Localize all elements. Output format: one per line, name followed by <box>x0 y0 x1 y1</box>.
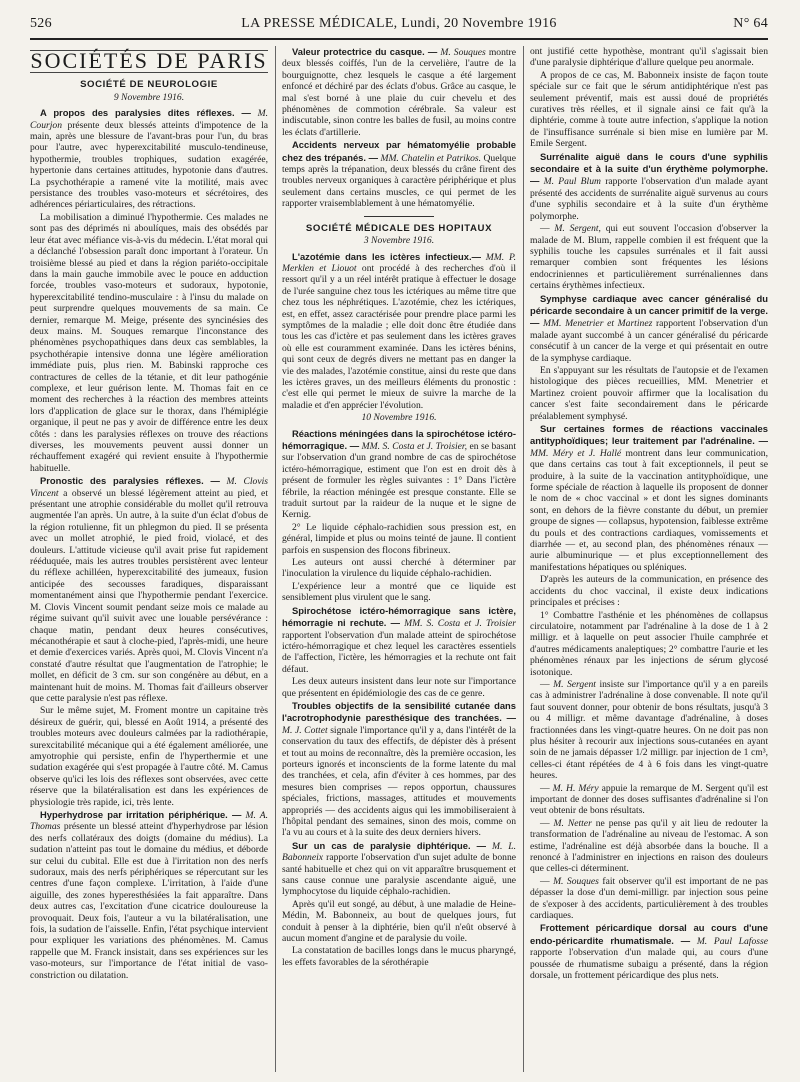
article-author: MM. Méry et J. Hallé <box>530 447 622 459</box>
dash: — <box>540 223 555 235</box>
article-author: M. Netter <box>553 817 592 829</box>
paragraph: Sur le même sujet, M. Froment montre un capitaine très désireux de guérir, qui, blessé en Août 1914, a présenté des troubles moteurs avec douleurs calmées par la radiothérapie, surexcitabilité mécanique qui a été également améliorée, une amyotrophie qui persiste, enfin de l'hyperthermie et une sudation exagérée qui s'est propagée à l'autre côté. M. Camus observe qu'ici les lois des réflexes sont observées, avec cette réserve que la bilatéralisation est dans les expériences de physiologie très rapide, ici, très lente. <box>30 705 268 808</box>
article-title: Valeur protectrice du casque. — <box>292 46 438 57</box>
article-title: Sur un cas de paralysie diphtérique. — <box>292 839 487 851</box>
article-title: Accidents nerveux par hématomyélie probable chez des trépanés. — <box>282 139 516 163</box>
article <box>30 809 268 981</box>
page-header <box>30 16 768 36</box>
article-author: M. Souques <box>440 47 486 58</box>
article-text: montre deux blessés coiffés, l'un de la cervelière, l'autre de la bourguignotte, chez lesquels le casque a été largement enfoncé et déchiré par des éclats d'obus. Grâce au casque, le mal s'est borné à une plaie du cuir chevelu et des phénomènes de commotion cérébrale. Sa valeur est indiscutable, sinon contre les balles de fusil, au moins contre les éclats d'artillerie. <box>282 47 516 138</box>
article-author: MM. Chatelin et Patrikos. <box>380 152 482 164</box>
society-heading: SOCIÉTÉ MÉDICALE DES HOPITAUX <box>305 222 493 234</box>
paragraph: A propos de ce cas, M. Babonneix insiste de façon toute spéciale sur ce fait que le sérum antidiphtérique n'est pas seulement préventif, mais est aussi doué de propriétés curatives très réelles, et il signale ainsi ce fait qu'à la diphtérie, comme à toute autre infection, s'applique la notion de l'insuffisance surrénale si bien mise en lumière par M. Emile Sergent. <box>530 69 768 150</box>
column-1 <box>30 46 268 1072</box>
article-author: M. Courjon <box>30 108 268 131</box>
article-text: rapportent l'observation d'un malade ayant succombé à un cancer généralisé du péricarde consécutif à un cancer de la verge et qui présentait en outre de la symphyse cardiaque. <box>530 318 768 364</box>
paragraph: Les auteurs ont aussi cherché à déterminer par l'inoculation la virulence du liquide céphalo-rachidien. <box>282 557 516 580</box>
article-text: fait observer qu'il est important de ne pas dépasser la dose d'un demi-milligr. par injection sous peine de s'exposer à des accidents, particulièrement à des troubles cardiaques. <box>530 875 768 922</box>
paragraph: Après qu'il eut songé, au début, à une maladie de Heine-Médin, M. Babonneix, au bout de quelques jours, fut conduit à penser à la diphtérie, bien qu'il n'eût observé à aucun moment d'angine et de paralysie du voile. <box>282 898 516 945</box>
article-title: Frottement péricardique dorsal au cours d'une endo-péricardite rhumatismale. — <box>530 922 768 946</box>
article-title: Symphyse cardiaque avec cancer généralisé du péricarde secondaire à un cancer primitif de la verge. — <box>530 292 768 329</box>
article-text: insiste sur l'importance qu'il y a en pareils cas à administrer l'adrénaline à dose convenable. Il note qu'il faut souvent donner, pour obtenir de bons résultats, jusqu'à 3 ou 4 milligr. et même davantage d'adrénaline, à doses fractionnées dans les vingt-quatre heures. On ne doit pas non plus hésiter à recourir aux injections sous-cutanées en ayant soin de ne jamais dépasser 1/2 milligr. par injection de 1 cm³, celles-ci étant répétées de 4 à 6 fois dans les vingt-quatre heures. <box>530 678 768 782</box>
article-text: présente deux blessés atteints d'impotence de la main, après une blessure de l'avant-bras pour l'un, du bras pour l'autre, avec hyperexcitabilité musculo-tendineuse, hypothermie, troubles trophiques, sudation exagérée, hypertonie dans certaines attitudes, hypotonie dans d'autres. La psychothérapie a ramené vite la motilité, mais avec persistance des troubles vaso-moteurs et sécrétoires, des adhérences périarticulaires, des rétractions. <box>30 119 268 211</box>
session-date: 9 Novembre 1916. <box>113 91 185 103</box>
article-author: MM. P. Merklen et Liouot <box>282 251 516 274</box>
article <box>282 46 516 138</box>
journal-title: LA PRESSE MÉDICALE, Lundi, 20 Novembre 1916 <box>241 16 557 31</box>
article-author: M. Clovis Vincent <box>30 476 268 499</box>
article-author: M. H. Méry <box>552 782 599 794</box>
article <box>282 700 516 839</box>
article-text: ne pense pas qu'il y ait lieu de redouter la transformation de l'adrénaline au niveau de l'estomac. A son estime, l'adrénaline est déjà absorbée dans la bouche. Il a renoncé à l'administrer en injections en raison des douleurs que celles-ci déterminent. <box>530 817 768 875</box>
article-author: M. L. Babonneix <box>282 840 516 864</box>
article <box>282 605 516 675</box>
article-text: ont procédé à des recherches d'où il ressort qu'il y a un réel intérêt pratique à effectuer le dosage de l'urée sanguine chez tous les ictériques au même titre que chez tous les néphrétiques. L'azotémie, chez les ictériques, est, en effet, assez caractérisée pour prendre place parmi les symptômes de la maladie ; elle doit donc être étudiée dans tous les cas d'ictère et pas seulement dans les ictères graves où elle est couramment examinée. Dans les ictères bénins, qui sont ceux de degrés divers ne mettant pas en danger la vie des malades, l'azotémie constitue, ainsi du reste que dans les ictères graves, un des meilleurs éléments du pronostic : c'est elle qui permet le mieux de suivre la marche de la maladie et d'en apprécier l'évolution. <box>282 262 516 411</box>
article-author: MM. S. Costa et J. Troisier <box>404 618 516 630</box>
paragraph: La constatation de bacilles longs dans le mucus pharyngé, les effets favorables de la sérothérapie <box>282 945 516 968</box>
article <box>282 251 516 412</box>
column-3 <box>530 46 768 1072</box>
paragraph: ont justifié cette hypothèse, montrant qu'il s'agissait bien d'une paralysie diphtérique d'allure quelque peu anormale. <box>530 46 768 69</box>
article-title: Troubles objectifs de la sensibilité cutanée dans l'acrotrophodynie paresthésique des tranchées. — <box>282 699 516 724</box>
article-text: qui eut souvent l'occasion d'observer la malade de M. Blum, rappelle combien il est fréquent que la syphilis touche les capsules surrénales et il fait aussi remarquer combien sont fréquentes les lésions endocriniennes et particulièrement surrénaliennes dans certains érythèmes infectieux. <box>530 223 768 292</box>
paragraph: — M. Netter ne pense pas qu'il y ait lieu de redouter la transformation de l'adrénaline au niveau de l'estomac. A son estime, l'adrénaline est déjà absorbée dans la bouche. Il a renoncé à l'administrer en injections en raison des douleurs que celles-ci déterminent. <box>530 817 768 875</box>
paragraph: — M. H. Méry appuie la remarque de M. Sergent qu'il est important de donner des doses suffisantes d'adrénaline si l'on veut obtenir de bons résultats. <box>530 782 768 817</box>
paragraph <box>530 223 768 291</box>
article-author: M. Sergent <box>553 678 596 690</box>
article-text: rapporte l'observation d'un malade ayant présenté des accidents de surrénalite aiguë survenus au cours d'une syphilis secondaire et à la suite d'un érythème polymorphe. <box>530 176 768 222</box>
article <box>530 922 768 981</box>
article <box>530 423 768 573</box>
article-text: appuie la remarque de M. Sergent qu'il est important de donner des doses suffisantes d'adrénaline si l'on veut obtenir de bons résultats. <box>530 782 768 817</box>
paragraph: — M. Souques fait observer qu'il est important de ne pas dépasser la dose d'un demi-milligr. par injection sous peine de s'exposer à des accidents, particulièrement à des troubles cardiaques. <box>530 875 768 922</box>
paragraph: L'expérience leur a montré que ce liquide est sensiblement plus virulent que le sang. <box>282 580 516 604</box>
article <box>282 139 516 209</box>
article-author: M. A. Thomas <box>30 810 268 833</box>
article-title: L'azotémie dans les ictères infectieux.— <box>292 250 481 262</box>
article-text: montrent dans leur communication, que dans certains cas tout à fait exceptionnels, il peut se produire, à la suite de la vaccination antityphoïdique, une forme spéciale de réaction à laquelle ils proposent de donner le nom de « choc vaccinal » et dont les signes dominants sont, en dehors de la fièvre constante du début, un premier groupe de signes — collapsus, hypotension, faiblesse extrême du pouls et des contractions cardiaques, vomissements et diarrhée — et, au second plan, des phénomènes rénaux — aurie albuminurique — et plus exceptionnellement des manifestations hépatiques ou spléniques. <box>530 447 768 573</box>
page-number: 526 <box>30 16 52 31</box>
article-title: Pronostic des paralysies réflexes. — <box>40 475 220 487</box>
article-text: signale l'importance qu'il y a, dans l'intérêt de la conservation du taux des effectifs, de dépister dès à présent et tout au moins de reconnaître, dès la première occasion, les porteurs ignorés et inconscients de la forme latente du mal des tranchées, et cela, afin d'éviter à ces hommes, par des mesures bien comprises — repos opportun, chaussures spéciales, frictions, massages, attitudes et mouvements appropriés — des accidents aigus qui les immobiliseraient à l'hôpital pendant des semaines, sinon des mois, comme on l'a vu au cours et à la suite des deux derniers hivers. <box>282 724 516 839</box>
header-rule <box>30 38 768 40</box>
paragraph: D'après les auteurs de la communication, en présence des accidents du choc vaccinal, il existe deux indications principales et précises : <box>530 574 768 609</box>
article-author: M. Paul Lafosse <box>696 935 768 947</box>
article-author: MM. S. Costa et J. Troisier, <box>361 441 467 452</box>
issue-number: N° 64 <box>733 16 768 31</box>
paragraph: La mobilisation a diminué l'hypothermie. Ces malades ne sont pas des déprimés ni aboulíques, mais des obsédés par leur état avec méfiance vis-à-vis du médecin. L'état moral qui a déclanché l'obsession paraît donc important à l'orateur. Un troisième blessé au pied et dans la région pariéto-occipitale dans la main gauche immobile avec le pouce en adduction forcée, troubles vaso-moteurs et sudoraux, hypotonie, hyperexcitabilité tendino-musculaire : à l'insu du malade on peut surprendre quelques mouvements de sa main. Ce dernier, remarque M. Meige, présente des syncinésies des deux mains. M. Souques remarque l'inconstance des phénomènes psychopathiques dans deux cas semblables, la psychothérapie intensive donna une légère amélioration immédiate puis, plus rien. M. Babinski rapproche ces contractures de celles de la tétanie, et dit leur pathogénie complexe, et leur guérison lente. M. Thomas fait en ce moment des recherches à la réaction des membres atteints lors d'application de glace sur le thorax, dans l'hémiplégie organique, il peut ne pas y avoir de différence entre les deux côtés : dans les paralysies réflexes on trouve des réactions diverses, les mouvements peuvent aussi donner un réchauffement exagéré qui revient ensuite à l'hypothermie habituelle. <box>30 211 268 474</box>
article <box>530 293 768 364</box>
article-text: en se basant sur l'observation d'un grand nombre de cas de spirochétose ictéro-hémorragique, estiment que l'on est en droit dès à présent de formuler les règles suivantes : 1° Dans l'ictère fébrile, la réaction méningée est presque constante. Elle se traduit surtout par la raideur de la nuque et le signe de Kernig. <box>282 441 516 521</box>
article-title: Réactions méningées dans la spirochétose ictéro-hémorragique. — <box>282 427 516 451</box>
article-title: A propos des paralysies dites réflexes. — <box>40 107 251 119</box>
session-date: 3 Novembre 1916. <box>363 235 435 247</box>
paragraph: En s'appuyant sur les résultats de l'autopsie et de l'examen histologique des pièces recueillies, MM. Menetrier et Martinez croient pouvoir affirmer que la localisation du cancer s'est faite secondairement dans le péricarde préalablement symphysé. <box>530 364 768 422</box>
article <box>30 475 268 704</box>
article-title: Surrénalite aiguë dans le cours d'une syphilis secondaire et à la suite d'un érythème polymorphe. — <box>530 150 768 187</box>
article <box>530 151 768 222</box>
article <box>30 107 268 211</box>
section-banner: SOCIÉTÉS DE PARIS <box>30 48 268 73</box>
paragraph: 1° Combattre l'asthénie et les phénomènes de collapsus circulatoire, notamment par l'adrénaline à la dose de 1 à 2 milligr. et à laquelle on peut associer l'huile camphrée et d'autres médicaments analeptiques; 2° combattre l'aurie et les phénomènes rénaux par les injections de sérum glycosé isotonique. <box>530 609 768 678</box>
article-author: M. J. Cottet <box>282 724 328 736</box>
article-text: a observé un blessé légèrement atteint au pied, et présentant une atrophie considérable du mollet qu'il retrouva augmentée l'an après. Un autre, à la suite d'un éclat d'obus de la région rotulienne, fit un phlegmon du pied. Il se présenta avec un mollet atrophié, le pied froid, violacé, et des douleurs. L'attitude vicieuse qu'il avait prise fut rapidement rééduquée, mais les autres troubles persistèrent avec lenteur du réflexe achilléen, hyperexcitabilité des jumeaux, fusion anticipée des secousses faradiques, disparaissant momentanément ainsi que l'hypothermie pendant l'exercice. M. Clovis Vincent soumit pendant seize mois ce malade au régime suivant qu'il suivit avec une louable persévérance : chaque matin, pendant deux heures consécutives, mécanothérapie et saut à cloche-pied, l'après-midi, une heure et demie d'exercices variés. Après quoi, M. Clovis Vincent n'a constaté d'autre résultat que l'augmentation de l'atrophie; le mollet, en déficit de 3 cm. sur son congénère au début, en a maintenant huit de moins. M. Thomas fait d'ailleurs observer que cette paralysie n'est pas réflexe. <box>30 487 268 704</box>
session-date: 10 Novembre 1916. <box>361 412 437 424</box>
article-text: rapporte l'observation d'un malade qui, au cours d'une poussée de rhumatisme subaigu a présenté, dans la région dorsale, un frottement péricardique des plus nets. <box>530 947 768 982</box>
article-text: présente un blessé atteint d'hyperhydrose par lésion des nerfs collatéraux des doigts (domaine du médius). La sudation n'atteint pas tout le domaine du médius, et déborde sur celui du cubital. Elle est due à l'irritation non des nerfs sudoraux, mais des nerfs périphériques se répercutant sur les centres d'une façon complexe. L'irritation, à l'aide d'une aiguille, des zones hyperesthésiées la fait apparaître. Dans deux autres cas, l'excitation d'une cicatrice douloureuse la provoquait. Deux fois, l'auteur a vu la bilatéralisation, une fois, la sudation de l'aisselle. Enfin, l'état psychique intervient pour expliquer les variations des phénomènes. M. Camus rappelle que M. Franck insistait, dans ses expériences sur les vaso-moteurs, sur l'importance de l'état initial de vaso-constriction ou dilatation. <box>30 821 268 981</box>
society-heading: SOCIÉTÉ DE NEUROLOGIE <box>80 79 218 91</box>
article-title: Spirochétose ictéro-hémorragique sans ictère, hémorragie ni rechute. — <box>282 604 516 629</box>
paragraph: Les deux auteurs insistent dans leur note sur l'importance que présentent en épidémiologie des cas de ce genre. <box>282 676 516 699</box>
article-title: Sur certaines formes de réactions vaccinales antityphoïdiques; leur traitement par l'adrénaline. — <box>530 423 768 447</box>
article-text: Quelque temps après la trépanation, deux blessés du crâne firent des troubles nerveux organiques à caractère périphérique et plus seulement dans certains muscles, ce qui permet de les rapporter vraisemblablement à une hématomyélie. <box>282 152 516 210</box>
paragraph: — M. Sergent insiste sur l'importance qu'il y a en pareils cas à administrer l'adrénaline à dose convenable. Il note qu'il faut souvent donner, pour obtenir de bons résultats, jusqu'à 3 ou 4 milligr. et même davantage d'adrénaline, à doses fractionnées dans les vingt-quatre heures. On ne doit pas non plus hésiter à recourir aux injections sous-cutanées en ayant soin de ne jamais dépasser 1/2 milligr. par injection de 1 cm³, celles-ci étant répétées de 4 à 6 fois dans les vingt-quatre heures. <box>530 678 768 782</box>
article <box>282 428 516 521</box>
article <box>282 840 516 898</box>
article-title: Hyperhydrose par irritation périphérique. — <box>40 809 242 820</box>
article-author: M. Sergent, <box>554 223 601 235</box>
article-author: MM. Menetrier et Martinez <box>543 318 653 330</box>
article-author: M. Paul Blum <box>543 176 601 188</box>
article-author: M. Souques <box>553 875 599 887</box>
article-text: rapporte l'observation d'un sujet adulte de bonne santé habituelle et chez qui on vit apparaître brusquement et sans cause connue une paralysie ascendante aiguë, une lymphocytose du liquide céphalo-rachidien. <box>282 852 516 898</box>
paragraph: 2° Le liquide céphalo-rachidien sous pression est, en général, limpide et plus ou moins teinté de jaune. Il contient parfois en suspension des flocons fibrineux. <box>282 521 516 556</box>
article-text: rapportent l'observation d'un malade atteint de spirochétose ictéro-hémorragique et chez lequel les caractères essentiels de l'affection, l'ictère, les hémorragies et la rechute ont fait défaut. <box>282 629 516 675</box>
section-rule <box>364 216 434 217</box>
column-2 <box>282 46 516 1072</box>
